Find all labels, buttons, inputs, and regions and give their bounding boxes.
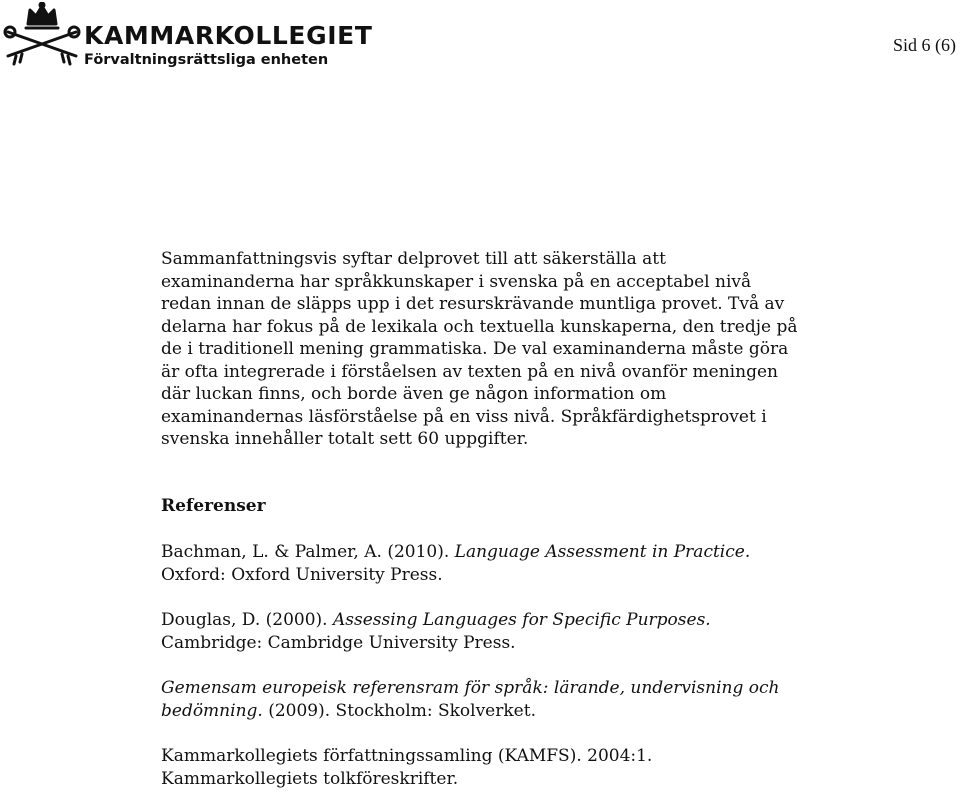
reference-item xyxy=(161,677,801,722)
crown-keys-logo-icon xyxy=(2,2,82,70)
reference-authors: Kammarkollegiets författningssamling (KAMFS). 2004:1. Kammarkollegiets tolkföreskrifter. xyxy=(161,746,653,789)
document-body xyxy=(161,248,801,790)
page-number: Sid 6 (6) xyxy=(893,35,956,55)
reference-authors: Douglas, D. (2000). xyxy=(161,610,333,630)
reference-item xyxy=(161,541,801,586)
reference-title: Assessing Languages for Specific Purposes. xyxy=(332,610,711,630)
reference-publisher: Oxford: Oxford University Press. xyxy=(161,564,443,585)
references-heading: Referenser xyxy=(161,495,266,516)
reference-title: Gemensam europeisk referensram för språk: lärande, undervisning och bedömning. xyxy=(161,678,780,721)
brand-name: KAMMARKOLLEGIET xyxy=(84,21,373,50)
reference-publisher: (2009). Stockholm: Skolverket. xyxy=(262,700,536,721)
reference-publisher: Cambridge: Cambridge University Press. xyxy=(161,632,516,653)
brand-subtitle: Förvaltningsrättsliga enheten xyxy=(84,52,329,68)
page-header xyxy=(0,0,960,80)
reference-item xyxy=(161,745,801,790)
brand xyxy=(84,22,372,69)
reference-authors: Bachman, L. & Palmer, A. (2010). xyxy=(161,542,455,562)
reference-item xyxy=(161,609,801,654)
summary-paragraph: Sammanfattningsvis syftar delprovet till att säkerställa att examinanderna har språkkunskaper i svenska på en acceptabel nivå redan innan de släpps upp i det resurskrävande muntliga provet. Två av delarna har fokus på de lexikala och textuella kunskaperna, den tredje på de i traditionell mening grammatiska. De val examinanderna måste göra är ofta integrerade i förståelsen av texten på en nivå ovanför meningen där luckan finns, och borde även ge någon information om examinandernas läsförståelse på en viss nivå. Språkfärdighetsprovet i svenska innehåller totalt sett 60 uppgifter. xyxy=(161,249,798,449)
reference-title: Language Assessment in Practice. xyxy=(454,542,751,562)
